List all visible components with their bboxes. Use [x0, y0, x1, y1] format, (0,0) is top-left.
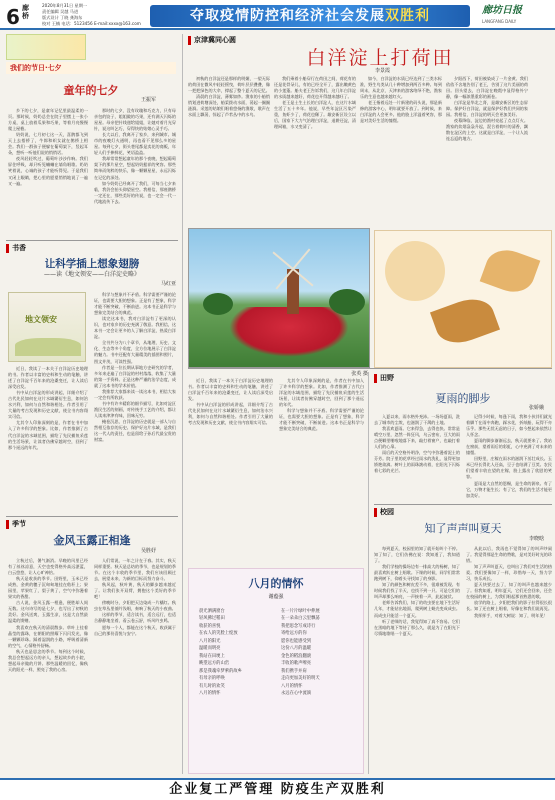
photo-body-col3: 如今，白洋淀的水质已经达到了三类水标准，野生鸟类从几十种增加到两百多种。每到周末，从北京、天津来的游客络绎不绝，渔家乐的生意也越来越红火。 老王指着远处一片新建的码头说，那是新修的游客中心，明年就要开放了。到时候，来白洋淀的人会更多。他的脸上洋溢着笑容，那是对美好生活的憧憬。 [360, 76, 442, 124]
page-number: 6 [6, 5, 20, 29]
season-author: 吴胜妤 [140, 548, 156, 554]
windmill-tower [287, 269, 299, 314]
campus-body-col2: 从此以后，我再也不觉得知了的叫声吵闹了。我觉得那是生命的赞歌，是对美好时光的珍惜。 知了声声叫夏天，也叫出了我们对生活的热爱。我们要像知了一样，珍惜每一天，努力学习，快乐成长。 夏天快要过去了，知了的叫声也越来越少了。但我知道，明年夏天，它们还会回来，还会在校园的树上，为我们唱起那首熟悉的歌。 放学的路上，夕阳把我们的影子拉得很长很长。知了还在树上唱着，好像在和我们说再见。 我挥挥手，对着大树说：知了，明年见！ [466, 546, 552, 618]
season-title: 金风玉露正相逢 [53, 534, 131, 547]
poem-lines-left: 晨光洒满窗台 轻风拂过稻田 收获的喜悦 在农人的笑脸上绽放 八月的阳光 温暖而明亮 我站在田埂上 眺望远方的山峦 那是我魂牵梦萦的故乡 有母亲的呼唤 有儿时的欢笑 八月的情怀 [199, 608, 242, 697]
poem-title: 八月的情怀 [248, 577, 304, 590]
issue-meta: 2020年8月31日 星期一 责任编辑 吴越 马进 版式设计 丁晓 龚海东 校对 王楠 电话：5123456 E-mail:xxxx@163.com [42, 3, 141, 26]
festival-title: 童年的七夕 [63, 84, 119, 97]
leaf-icon [430, 292, 500, 350]
column-divider [182, 34, 183, 774]
campus-body-col1: 每到夏天，校园里的知了就开始叫个不停。知了知了，它们仿佛在说：我知道了，我知道了。 我们学校的操场边有一排高大的杨树，知了最喜欢趴在树上唱歌。下课的时候，同学们常常跑到树下，仰着头寻找知了的身影。 知了的颜色和树皮差不多，很难被发现。有时候我们找了半天，也找不到一只。可是它们的叫声却那么响亮，一声接着一声，此起彼伏。 老师告诉我们，知了的幼虫要在地下生活好几年，才能钻出地面，爬到树上蜕壳变成成虫。而成虫只能活一个夏天。 听了老师的话，我觉得知了真不容易。它们在黑暗的地下等待了那么久，就是为了在阳光下尽情地歌唱一个夏天。 [374, 546, 460, 636]
campus-tag: 校园 [374, 508, 394, 517]
photo-body-col4: 夕阳西下，荷田被染成了一片金黄。我们依依不舍地告别了老王，告别了这片美丽的荷田。回头望去，白洋淀在晚霞中显得格外宁静，像一幅浓墨重彩的画卷。 白洋淀是华北之肾，是雄安新区的生态屏障。保护好白洋淀，就是保护好我们共同的家园。我相信，白洋淀的明天会更加美好。 夜幕降临，淀边的渔村亮起了点点灯火。渔家的炊烟袅袅升起，混合着荷叶的清香，飘散在淀区的上空。这就是白洋淀，一个让人流连忘返的地方。 [446, 76, 528, 142]
poem-author: 谢蕴强 [268, 594, 284, 601]
photo-body-col5 [532, 76, 552, 224]
photo-body-col2: 我们乘着小船穿行在荷田之间，荷花有的还是花骨朵儿，有的已经全开了，露出嫩黄色的小莲蓬。船夫老王告诉我们，这几年白洋淀的水质越来越好，荷花也开得越来越旺了。 老王是土生土长的白洋淀人，在这片水域生活了五十多年。他说，早些年淀区污染严重，鱼虾少了，荷花也稀了。雄安新区设立以后，国家下大力气治理白洋淀，退耕还淀，清理网箱，水又变清了。 [274, 76, 356, 130]
fields-author: 张娇娥 [528, 405, 544, 411]
page-header [0, 0, 555, 30]
books-title: 让科学插上想象翅膀 [44, 258, 140, 270]
season-body-col2: 人们常说，一年之计在于春。其实，秋天同样重要。秋天是总结的季节，也是规划的季节。在这个丰收的季节里，我们应该回顾过去，展望未来，为新的目标而努力奋斗。 秋风起，秋叶黄，秋天的脚步越来越近了。让我们张开双臂，拥抱这个美好的季节吧！ 傍晚时分，夕阳把天边染成一片橘红。秋虫在草丛里低吟浅唱，奏响了秋天的小夜曲。 这样的季节，适合读书，适合远行，也适合静静地坐着，看云卷云舒，听风吟虫鸣。 愿每一个人，都能在这个秋天，收获属于自己的那份喜悦与安宁。 [94, 558, 176, 636]
page-footer [0, 778, 555, 800]
early-autumn-artwork [374, 230, 552, 368]
leaf-icon [480, 244, 541, 299]
book-cover: 地文领安 [8, 292, 86, 362]
photo-section-title: 白洋淀上打荷田 [306, 47, 454, 69]
fields-body-col1: 入夏以来，雨水格外充沛。一场场夏雨，洗去了城市的尘埃，也滋润了干渴的土地。 我喜欢夏雨。它来得急，去得也快。常常是晴空万里，忽然一阵狂风，乌云密布，豆大的雨点便噼里啪啦地落下来，敲打着窗户，也敲打着人们的心扉。 雨后的天空格外明净，空气中弥漫着泥土的芬芳。院子里的花草经过雨水的洗礼，显得更加娇艳欲滴。树叶上的雨珠滚动着，在阳光下闪烁着七彩的光芒。 [374, 414, 460, 474]
festival-art-banner [6, 34, 86, 60]
books-author: 马红亚 [160, 281, 176, 287]
poem-lines-right: 在一片片绿叶中伸展 在一朵朵白云里飘荡 我把思念写成诗行 寄给远方的你 愿你也能感受到 这份八月的温暖 金色的稻浪翻滚 丰收的歌声嘹亮 我们携手并肩 走向更加美好的明天 八月的情怀 永远在心中流淌 [281, 608, 320, 697]
festival-author: 王振军 [140, 97, 156, 103]
books-body-col2: 科学与想象并不矛盾。科学需要严谨的论证，也需要大胆的想象。正是有了想象，科学才能不断突破，不断前进。这本书正是科学与想象完美结合的典范。 读完这本书，我对白洋淀有了更深的认识，也对家乡的历史充满了敬意。我相信，这本书一定会让更多的人了解白洋淀，热爱白洋淀。 全书共分为八个章节，从地理、历史、文化、生态等多个角度，全方位地展示了白洋淀的魅力。书中还配有大量精美的插图和照片，图文并茂，可读性强。 作者是一位长期从事地方史研究的学者，多年来走遍了白洋淀的村村落落，收集了大量的第一手资料。正是这种严谨的治学态度，成就了这本书的学术价值。 我推荐大家都来读一读这本书，相信大家一定会有所收获。 书中有许多精彩的细节描写，比如对淀区渔民生活的刻画，对传统手工艺的介绍，都让人读来津津有味，回味无穷。 掩卷沉思，白洋淀的历史就是一部人与自然相互依存的历史。保护好这片水域，是我们这一代人的责任，也是留给子孙后代最宝贵的财富。 [94, 292, 176, 443]
photo-credit: 张英 摄 [351, 371, 368, 377]
books-subtitle: ——读《地文领安——白洋淀史略》 [43, 271, 140, 278]
footer-slogan: 企业复工严管理 防疫生产双胜利 [169, 782, 386, 797]
festival-body-col2: 那时的七夕，没有玫瑰和巧克力，只有母亲包的饺子，姐姐做的巧果，还有满天闪烁的星星。母亲把针线递给姐姐，让她对着月光穿针，说这叫乞巧，穿得快的姑娘心灵手巧。 长大以后，我离开了家乡，来到城市。城市的夜晚灯火通明，再也看不见那么多的星星。每到七夕，街头巷尾都是卖花的商贩，年轻人们手捧鲜花，笑语盈盈。 我却常常想起童年的那个夜晚，想起葡萄架下的那片星空，想起奶奶慈祥的笑容。那些简单而纯粹的快乐，像一颗颗星星，永远闪烁在记忆的深处。 如今奶奶已经离开了我们，可每当七夕来临，我仍会抬头仰望星空。我相信，那座鹊桥一定还在，那些美好的传说，也一定会一代一代地流传下去。 [94, 108, 176, 204]
flower-field [229, 307, 349, 357]
fields-tag: 田野 [374, 374, 394, 383]
photo-section-tag: 京津冀同心圆 [188, 36, 236, 45]
fields-body-col2: 记得小时候，每逢下雨，我和小伙伴们就光着脚丫在雨中奔跑，踩水花，折纸船，玩得不亦乐乎。那些无忧无虑的日子，如今想起来依然让人怀念。 夏雨的脚步渐渐远去，秋天就要来了。我站在窗前，望着雨后的彩虹，心中充满了对未来的憧憬。 田野里，庄稼在雨水的滋润下茁壮成长。玉米已经长得比人还高，豆子也结满了豆荚。农民们望着丰收在望的庄稼，脸上露出了欣慰的笑容。 夏雨是大自然的恩赐，是生命的源泉。有了它，万物才能生长；有了它，我们的生活才能更加美好。 [466, 414, 552, 498]
campus-author: 李晓晗 [528, 536, 544, 542]
fields-title: 夏雨的脚步 [435, 392, 491, 405]
festival-body-col1: 乡下的七夕，是童年记忆里最温柔的一页。那时候，奶奶总会在院子里摆上一张小方桌，桌上放着瓜果和巧果，等着月亮慢慢爬上屋檐。 奶奶说，七月初七这一天，喜鹊都飞到天上去搭桥了，牛郎和织女就在鹊桥上相会。我们一群孩子便躲在葡萄架下，竖起耳朵，想听一听他们说的悄悄话。 夜风轻轻吹过，葡萄叶沙沙作响。我们屏住呼吸，却只听见蛐蛐在墙角唱歌。奶奶笑着说，心诚的孩子才能听得见。于是我们又闭上眼睛，把心里的愿望悄悄地说了一遍又一遍。 [8, 108, 88, 186]
campaign-banner: 夺取疫情防控和经济社会发展双胜利 [150, 5, 470, 27]
photo-body-continued: 近日，我读了一本关于白洋淀历史地理的书。作者以丰富的史料和生动的笔触，讲述了白洋淀千百年来的沧桑变迁，让人读后深受启发。 书中从白洋淀的形成讲起，详细介绍了古代先民如何在这片水域繁衍生息，如何治水兴利，如何与自然和谐相处。作者引用了大量的考古发现和历史文献，使全书内容翔实可信。 尤其令人印象深刻的是，作者在书中加入了许多科学的想象。比如，作者推测了古代白洋淀的水域范围，描绘了先民捕鱼采莲的生活场景，让读者仿佛穿越时空，回到了那个遥远的年代。 科学与想象并不矛盾。科学需要严谨的论证，也需要大胆的想象。正是有了想象，科学才能不断突破，不断前进。这本书正是科学与想象完美结合的典范。 [188, 378, 364, 432]
poem-box [188, 568, 364, 774]
photo-section-author: 李景霞 [374, 68, 390, 74]
books-body-col1: 近日，我读了一本关于白洋淀历史地理的书。作者以丰富的史料和生动的笔触，讲述了白洋淀千百年来的沧桑变迁，让人读后深受启发。 书中从白洋淀的形成讲起，详细介绍了古代先民如何在这片水域繁衍生息，如何治水兴利，如何与自然和谐相处。作者引用了大量的考古发现和历史文献，使全书内容翔实可信。 尤其令人印象深刻的是，作者在书中加入了许多科学的想象。比如，作者推测了古代白洋淀的水域范围，描绘了先民捕鱼采莲的生活场景，让读者仿佛穿越时空，回到了那个遥远的年代。 [8, 366, 88, 450]
season-body-col1: 立秋过后，暑气渐消。早晚的风里已经有了丝丝凉意，天空也变得格外高远湛蓝，白云悠悠，让人心旷神怡。 秋天是收获的季节。田野里，玉米已经成熟，金黄的穗子沉甸甸地挂在秸秆上；果园里，苹果红了，梨子黄了，空气中弥漫着果实的香甜。 古人说，金风玉露一相逢，便胜却人间无数。这句诗写的是七夕，也写出了初秋的美好。金风送爽，玉露生凉，这是大自然最温柔的馈赠。 我喜欢在秋天的清晨散步。草叶上挂着晶莹的露珠，在朝阳的照耀下闪闪发光，像一颗颗珍珠。踩着湿润的小路，呼吸着清新的空气，心情格外舒畅。 秋天也是思念的季节。每到这个时候，我总会想起远方的亲人，想起故乡的小院，想起母亲做的月饼。那些温暖的回忆，像秋天的阳光一样，照亮了我的心房。 [8, 558, 88, 672]
campus-title: 知了声声叫夏天 [424, 522, 502, 535]
newspaper-logo: 廊坊日报 LANGFANG DAILY [482, 5, 522, 24]
windmill-photo [188, 228, 370, 368]
books-tag: 书香 [6, 244, 26, 253]
column-name: 廊桥 [22, 4, 29, 21]
season-tag: 季节 [6, 520, 26, 529]
festival-tag: 我们的节日·七夕 [6, 62, 176, 74]
photo-body-col1: 初秋的白洋淀还是那样的明媚，一望无际的荷田在微风中轻轻摇曳，荷叶层层叠叠，像一把把绿色的大伞，撑起了整个夏天的记忆。 清晨的白洋淀，薄雾如纱。渔家的小船悄悄划进荷塘深处，船桨拨动水面，荡起一圈圈涟漪。采莲的姑娘们唱着悠扬的渔歌，歌声在水面上飘荡，惊起了芦苇丛中的水鸟。 [188, 76, 270, 118]
